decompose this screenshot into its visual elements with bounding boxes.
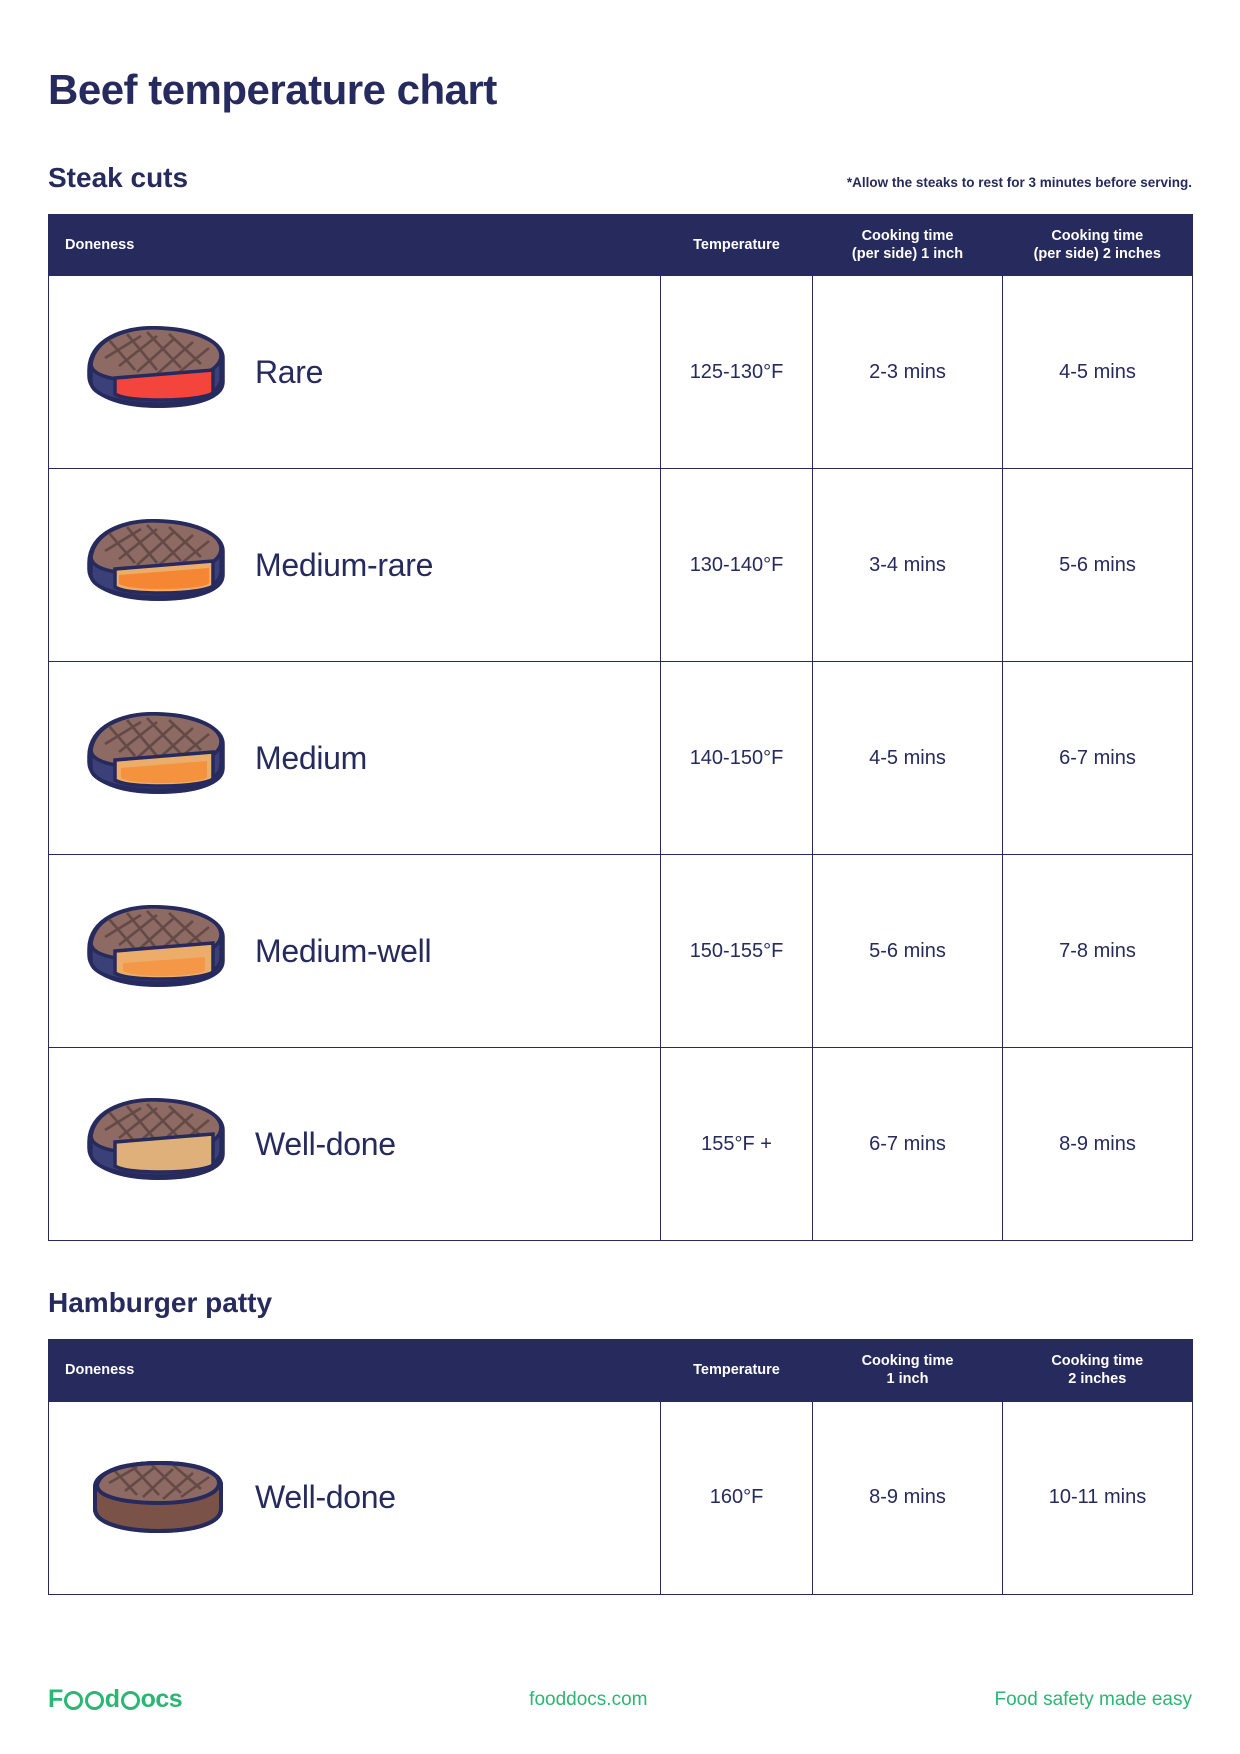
cell-time-1inch: 6-7 mins <box>813 1048 1003 1241</box>
cell-time-2inches: 7-8 mins <box>1003 855 1193 1048</box>
cell-time-2inches: 4-5 mins <box>1003 276 1193 469</box>
doneness-label: Well-done <box>255 1125 396 1162</box>
steak-section-title: Steak cuts <box>48 162 189 193</box>
header-cooking-time-1inch <box>813 1340 1003 1401</box>
header-cooking-time-1inch-line1: Cooking time <box>861 228 954 244</box>
header-doneness-label: Doneness <box>65 237 135 254</box>
header-temperature-label: Temperature <box>693 237 780 254</box>
steak-section-header <box>48 162 1192 194</box>
header-doneness <box>49 1340 661 1401</box>
header-cooking-time-1inch-line2: 1 inch <box>886 1371 929 1388</box>
brand-o-glyph <box>64 1691 83 1710</box>
header-cooking-time-2inches-line1: Cooking time <box>1051 228 1144 244</box>
resting-note: *Allow the steaks to rest for 3 minutes before serving. <box>846 175 1192 190</box>
cell-temperature: 155°F + <box>661 1048 813 1241</box>
brand-o-glyph-3 <box>121 1691 140 1710</box>
header-temperature <box>661 1340 813 1401</box>
table-row <box>49 276 1193 469</box>
steak-well-done-icon <box>71 1084 241 1204</box>
cell-time-2inches: 8-9 mins <box>1003 1048 1193 1241</box>
header-cooking-time-2inches <box>1003 1340 1193 1401</box>
doneness-label: Medium <box>255 739 368 776</box>
steak-medium-well-icon <box>71 891 241 1011</box>
cell-time-1inch: 4-5 mins <box>813 662 1003 855</box>
cell-time-2inches: 5-6 mins <box>1003 469 1193 662</box>
header-doneness <box>49 215 661 276</box>
table-row <box>49 1048 1193 1241</box>
cell-time-2inches: 10-11 mins <box>1003 1401 1193 1594</box>
steak-table-header-row <box>49 215 1193 276</box>
patty-section-header <box>48 1287 1192 1319</box>
header-cooking-time-1inch <box>813 215 1003 276</box>
header-cooking-time-2inches-line2: (per side) 2 inches <box>1033 246 1161 263</box>
doneness-label: Medium-rare <box>255 546 434 583</box>
cell-time-1inch: 8-9 mins <box>813 1401 1003 1594</box>
cell-doneness <box>49 1401 661 1594</box>
cell-doneness <box>49 855 661 1048</box>
brand-text-part1: F <box>48 1685 63 1713</box>
table-row <box>49 662 1193 855</box>
hamburger-patty-icon <box>71 1443 241 1553</box>
cell-temperature: 160°F <box>661 1401 813 1594</box>
header-temperature <box>661 215 813 276</box>
steak-medium-icon <box>71 698 241 818</box>
header-cooking-time-2inches-line2: 2 inches <box>1068 1371 1127 1388</box>
cell-time-1inch: 3-4 mins <box>813 469 1003 662</box>
footer-tagline: Food safety made easy <box>994 1688 1192 1710</box>
patty-section-title: Hamburger patty <box>48 1287 273 1319</box>
cell-temperature: 130-140°F <box>661 469 813 662</box>
cell-time-2inches: 6-7 mins <box>1003 662 1193 855</box>
table-row <box>49 1401 1193 1594</box>
steak-medium-rare-icon <box>71 505 241 625</box>
header-temperature-label: Temperature <box>693 1362 780 1379</box>
steak-rare-icon <box>71 312 241 432</box>
brand-text-part3: ocs <box>140 1685 183 1713</box>
header-cooking-time-1inch-line2: (per side) 1 inch <box>851 246 964 263</box>
doneness-label: Well-done <box>255 1479 396 1515</box>
header-cooking-time-1inch-line1: Cooking time <box>861 1353 954 1370</box>
brand-o-glyph-2 <box>85 1691 104 1710</box>
cell-time-1inch: 2-3 mins <box>813 276 1003 469</box>
patty-table-header-row <box>49 1340 1193 1401</box>
cell-temperature: 150-155°F <box>661 855 813 1048</box>
page-footer <box>48 1685 1192 1714</box>
steak-cuts-table <box>48 214 1193 1241</box>
table-row <box>49 855 1193 1048</box>
section-spacer <box>48 1241 1192 1287</box>
doneness-label: Medium-well <box>255 932 432 969</box>
doneness-label: Rare <box>255 353 324 390</box>
fooddocs-logo[interactable] <box>48 1685 182 1714</box>
page-title: Beef temperature chart <box>48 66 497 113</box>
header-cooking-time-2inches <box>1003 215 1193 276</box>
footer-website[interactable]: fooddocs.com <box>529 1688 648 1710</box>
cell-doneness <box>49 276 661 469</box>
cell-temperature: 125-130°F <box>661 276 813 469</box>
cell-time-1inch: 5-6 mins <box>813 855 1003 1048</box>
table-row <box>49 469 1193 662</box>
cell-doneness <box>49 662 661 855</box>
cell-doneness <box>49 1048 661 1241</box>
header-cooking-time-2inches-line1: Cooking time <box>1051 1353 1144 1370</box>
cell-temperature: 140-150°F <box>661 662 813 855</box>
hamburger-patty-table <box>48 1339 1193 1594</box>
header-doneness-label: Doneness <box>65 1362 135 1379</box>
brand-text-part2: d <box>104 1685 120 1713</box>
cell-doneness <box>49 469 661 662</box>
